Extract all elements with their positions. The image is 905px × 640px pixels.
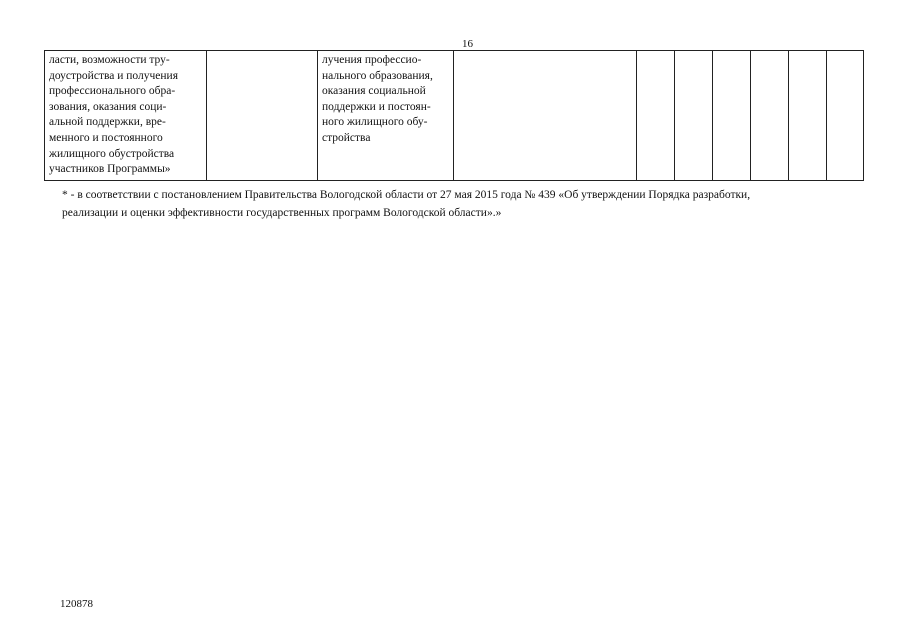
table-cell-empty xyxy=(454,51,637,181)
cell-text-line: профессионального обра- xyxy=(49,85,176,98)
cell-text-line: участников Программы» xyxy=(49,163,171,176)
cell-text-line: ного жилищного обу- xyxy=(322,116,428,129)
cell-text-line: доустройства и получения xyxy=(49,69,178,82)
cell-text-line: ласти, возможности тру- xyxy=(49,54,170,66)
document-code: 120878 xyxy=(60,598,93,610)
cell-text-line: жилищного обустройства xyxy=(49,147,175,160)
cell-text-line: зования, оказания соци- xyxy=(49,100,167,113)
cell-text-line: нального образования, xyxy=(322,69,433,82)
continuation-table xyxy=(44,50,864,181)
table-cell-empty xyxy=(751,51,789,181)
cell-text-line: альной поддержки, вре- xyxy=(49,116,166,129)
footnote-line-2: реализации и оценки эффективности государственных программ Вологодской области».» xyxy=(62,207,502,219)
table-cell-empty xyxy=(675,51,713,181)
table-cell-empty xyxy=(713,51,751,181)
footnote xyxy=(62,186,882,222)
cell-text-line: поддержки и постоян- xyxy=(322,100,431,113)
cell-text-line: стройства xyxy=(322,131,371,144)
table-cell-empty xyxy=(827,51,864,181)
table-cell-empty xyxy=(637,51,675,181)
table-cell-indicator-text xyxy=(318,51,454,181)
cell-text-line: оказания социальной xyxy=(322,85,426,98)
page-number: 16 xyxy=(462,38,473,50)
table-row xyxy=(45,51,864,181)
table-cell-empty xyxy=(207,51,318,181)
footnote-line-1: * - в соответствии с постановлением Правительства Вологодской области от 27 мая 2015 года № 439 «Об утверждении Порядка разработки, xyxy=(62,189,751,201)
cell-text-line: менного и постоянного xyxy=(49,131,163,144)
cell-text-line: лучения профессио- xyxy=(322,54,422,66)
table-cell-empty xyxy=(789,51,827,181)
table-cell-goal-text xyxy=(45,51,207,181)
